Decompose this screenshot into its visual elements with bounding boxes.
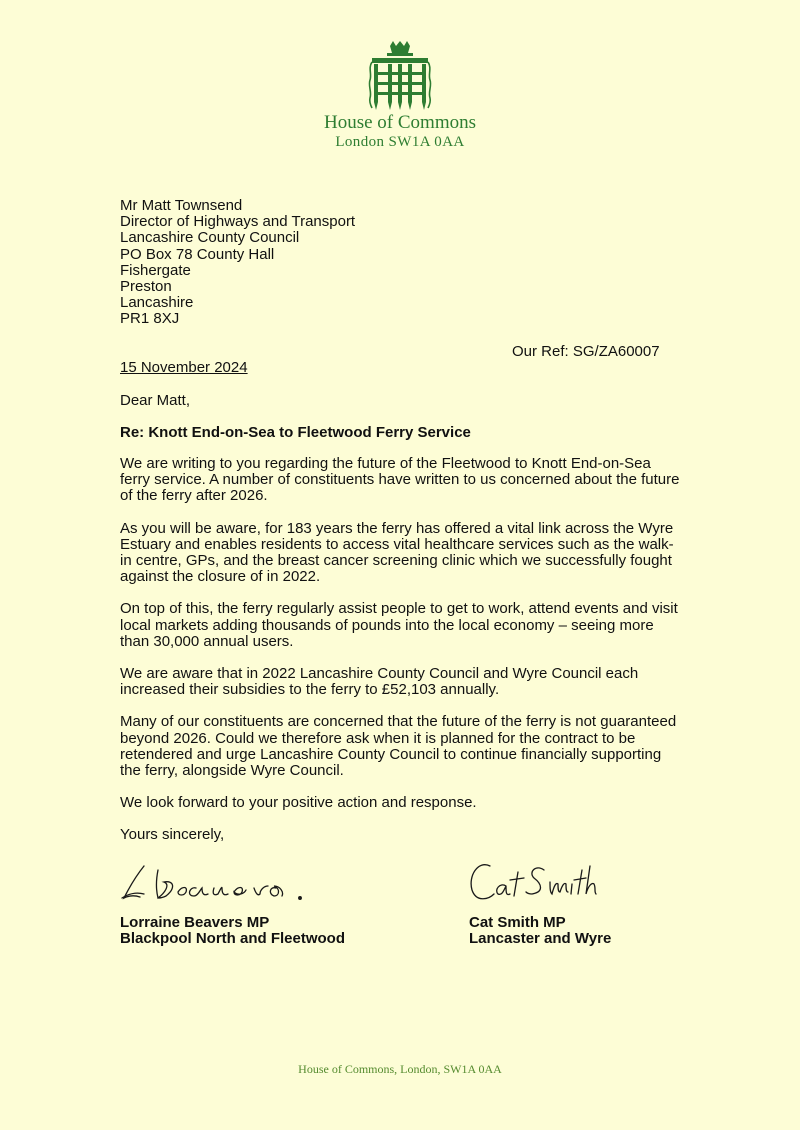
signatory-smith — [469, 915, 611, 948]
letterhead-title: House of Commons — [324, 112, 476, 133]
closing: Yours sincerely, — [120, 826, 225, 843]
portcullis-crest-icon — [368, 40, 432, 112]
letterhead-address: London SW1A 0AA — [335, 134, 465, 150]
reference: Our Ref: SG/ZA60007 — [512, 343, 660, 360]
signature-beavers — [118, 858, 308, 908]
body-paragraph: As you will be aware, for 183 years the ferry has offered a vital link across the Wyre Estuary and enables residents to access vital healthcare services such as the walk-in centre, GPs, and the breast cancer screening clinic which we successfully fought against the closure of in 2022. — [120, 519, 674, 586]
signatory-constituency: Blackpool North and Fleetwood — [120, 930, 346, 948]
body-paragraph: On top of this, the ferry regularly assist people to get to work, attend events and visit local markets adding thousands of pounds into the local economy – seeing more than 30,000 annual users. — [120, 600, 678, 650]
subject-line: Re: Knott End-on-Sea to Fleetwood Ferry Service — [120, 424, 471, 441]
recipient-line: PO Box 78 County Hall — [120, 245, 275, 263]
body-paragraph: We are aware that in 2022 Lancashire County Council and Wyre Council each increased their subsidies to the ferry to £52,103 annually. — [120, 665, 639, 699]
signatory-beavers — [120, 915, 345, 948]
salutation: Dear Matt, — [120, 392, 191, 409]
recipient-line: Lancashire County Council — [120, 229, 300, 247]
recipient-line: PR1 8XJ — [120, 310, 180, 328]
signatory-name: Lorraine Beavers MP — [120, 914, 270, 931]
signature-smith — [466, 856, 606, 908]
recipient-line: Director of Highways and Transport — [120, 213, 356, 231]
letter-date: 15 November 2024 — [120, 359, 248, 376]
signatory-constituency: Lancaster and Wyre — [469, 930, 612, 948]
recipient-address — [120, 198, 355, 328]
letter-body — [120, 456, 680, 827]
footer-address: House of Commons, London, SW1A 0AA — [298, 1062, 502, 1076]
recipient-line: Mr Matt Townsend — [120, 197, 243, 214]
body-paragraph: We are writing to you regarding the future of the Fleetwood to Knott End-on-Sea ferry service. A number of constituents have written to us concerned about the future of the ferry after 2026. — [120, 455, 680, 505]
recipient-line: Fishergate — [120, 261, 191, 279]
body-paragraph: Many of our constituents are concerned that the future of the ferry is not guaranteed beyond 2026. Could we therefore ask when it is planned for the contract to be retendered and urge Lancashire County Council to continue financially supporting the ferry, alongside Wyre Council. — [120, 713, 677, 780]
recipient-line: Lancashire — [120, 294, 194, 312]
recipient-line: Preston — [120, 278, 172, 296]
signatory-name: Cat Smith MP — [469, 914, 566, 931]
body-paragraph: We look forward to your positive action and response. — [120, 794, 477, 812]
